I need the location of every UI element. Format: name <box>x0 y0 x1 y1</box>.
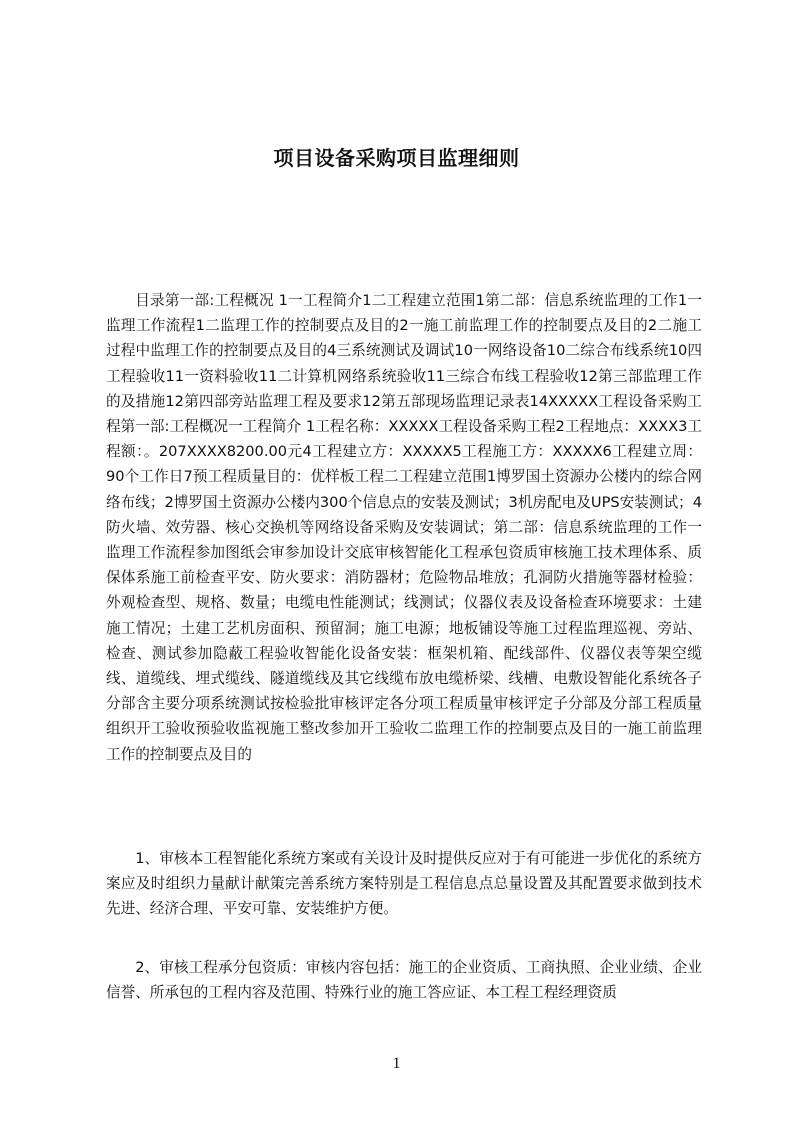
body-paragraph-item-2: 2、审核工程承分包资质：审核内容包括：施工的企业资质、工商执照、企业业绩、企业信誉、所承包的工程内容及范围、特殊行业的施工答应证、本工程工程经理资质 <box>106 959 702 1002</box>
body-paragraph-item-1: 1、审核本工程智能化系统方案或有关设计及时提供反应对于有可能进一步优化的系统方案应及时组织力量献计献策完善系统方案特别是工程信息点总量设置及其配置要求做到技术先进、经济合理、平安可靠、安装维护方便。 <box>106 850 702 918</box>
document-title: 项目设备采购项目监理细则 <box>273 146 520 170</box>
page-number: 1 <box>392 1055 401 1072</box>
body-paragraph-toc-overview: 目录第一部:工程概况 1一工程简介1二工程建立范围1第二部：信息系统监理的工作1一监理工作流程1二监理工作的控制要点及目的2一施工前监理工作的控制要点及目的2二施工过程中监理工作的控制要点及目的4三系统测试及调试10一网络设备10二综合布线系统10四工程验收11一资料验收11二计算机网络系统验收11三综合布线工程验收12第三部监理工作的及措施12第四部旁站监理工程及要求12第五部现场监理记录表14XXXXX工程设备采购工程第一部:工程概况一工程简介 1工程名称：XXXXX工程设备采购工程2工程地点：XXXX3工程额：。207XXXX8200.00元4工程建立方：XXXXX5工程施工方：XXXXX6工程建立周：90个工作日7预工程质量目的：优样板工程二工程建立范围1博罗国土资源办公楼内的综合网络布线；2博罗国土资源办公楼内300个信息点的安装及测试；3机房配电及UPS安装测试；4防火墙、效劳器、核心交换机等网络设备采购及安装调试；第二部：信息系统监理的工作一监理工作流程参加图纸会审参加设计交底审核智能化工程承包资质审核施工技术理体系、质保体系施工前检查平安、防火要求：消防器材；危险物品堆放；孔洞防火措施等器材检验：外观检查型、规格、数量；电缆电性能测试；线测试；仪器仪表及设备检查环境要求：土建施工情况；土建工艺机房面积、预留洞；施工电源；地板铺设等施工过程监理巡视、旁站、检查、测试参加隐蔽工程验收智能化设备安装：框架机箱、配线部件、仪器仪表等架空缆线、道缆线、埋式缆线、隧道缆线及其它线缆布放电缆桥梁、线槽、电敷设智能化系统各子分部含主要分项系统测试按检验批审核评定各分项工程质量审核评定子分部及分部工程质量组织开工验收预验收监视施工整改参加开工验收二监理工作的控制要点及目的一施工前监理工作的控制要点及目的 <box>106 292 702 763</box>
